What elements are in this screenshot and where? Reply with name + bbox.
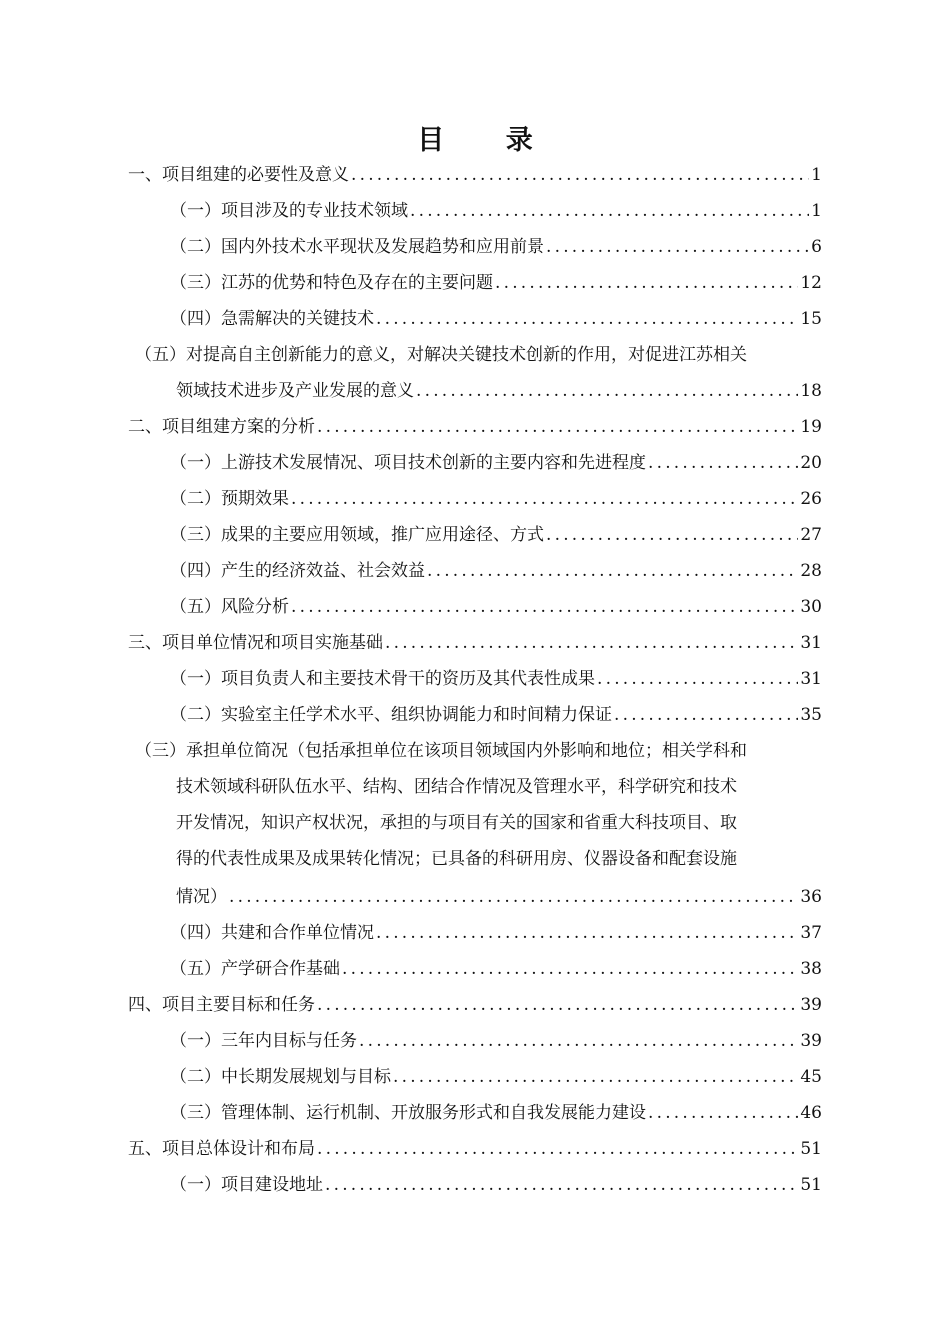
dot-leader: [648, 451, 798, 475]
page-number: 12: [800, 273, 822, 293]
dot-leader: [495, 271, 798, 295]
toc-entry-wrapped-line[interactable]: 得的代表性成果及成果转化情况；已具备的科研用房、仪器设备和配套设施: [176, 849, 737, 869]
toc-entry[interactable]: （四）共建和合作单位情况 ..... 37: [170, 921, 822, 945]
toc-entry[interactable]: （一）三年内目标与任务 ..... 39: [170, 1029, 822, 1053]
page-number: 45: [800, 1067, 822, 1087]
dot-leader: [376, 307, 798, 331]
toc-entry[interactable]: （四）产生的经济效益、社会效益 ..... 28: [170, 559, 822, 583]
page-number: 35: [800, 705, 822, 725]
dot-leader: [317, 415, 798, 439]
toc-entry[interactable]: （五）风险分析 ..... 30: [170, 595, 822, 619]
toc-entry[interactable]: （三）成果的主要应用领域，推广应用途径、方式 ..... 27: [170, 523, 822, 547]
toc-entry[interactable]: （四）急需解决的关键技术 ..... 15: [170, 307, 822, 331]
dot-leader: [410, 199, 809, 223]
toc-entry[interactable]: （五）产学研合作基础 ..... 38: [170, 957, 822, 981]
dot-leader: [325, 1173, 798, 1197]
toc-entry[interactable]: 四、项目主要目标和任务 ..... 39: [128, 993, 822, 1017]
toc-entry[interactable]: （一）项目建设地址 ..... 51: [170, 1173, 822, 1197]
toc-entry[interactable]: 三、项目单位情况和项目实施基础 ..... 31: [128, 631, 822, 655]
page-number: 28: [800, 561, 822, 581]
toc-entry[interactable]: （二）中长期发展规划与目标 ..... 45: [170, 1065, 822, 1089]
dot-leader: [229, 885, 798, 909]
page-number: 37: [800, 923, 822, 943]
toc-entry-wrapped-line[interactable]: （三）承担单位简况（包括承担单位在该项目领域国内外影响和地位；相关学科和: [135, 741, 747, 761]
page-number: 30: [800, 597, 822, 617]
dot-leader: [291, 595, 798, 619]
toc-entry[interactable]: 二、项目组建方案的分析 ..... 19: [128, 415, 822, 439]
dot-leader: [546, 523, 798, 547]
page-number: 46: [800, 1103, 822, 1123]
page-number: 1: [811, 201, 822, 221]
page-number: 31: [800, 669, 822, 689]
dot-leader: [317, 1137, 798, 1161]
dot-leader: [291, 487, 798, 511]
page-number: 39: [800, 995, 822, 1015]
toc-entry[interactable]: 五、项目总体设计和布局 ..... 51: [128, 1137, 822, 1161]
toc-entry[interactable]: 情况） ..... 36: [176, 885, 822, 909]
toc-entry[interactable]: 领域技术进步及产业发展的意义 ..... 18: [176, 379, 822, 403]
dot-leader: [597, 667, 798, 691]
toc-entry-wrapped-line[interactable]: 开发情况，知识产权状况，承担的与项目有关的国家和省重大科技项目、取: [176, 813, 737, 833]
toc-entry-wrapped-line[interactable]: 技术领域科研队伍水平、结构、团结合作情况及管理水平，科学研究和技术: [176, 777, 737, 797]
toc-entry-wrapped-line[interactable]: （五）对提高自主创新能力的意义，对解决关键技术创新的作用，对促进江苏相关: [135, 345, 747, 365]
page-number: 18: [800, 381, 822, 401]
page-title: 目 录: [417, 125, 559, 156]
dot-leader: [427, 559, 798, 583]
page-number: 27: [800, 525, 822, 545]
toc-entry[interactable]: （一）项目负责人和主要技术骨干的资历及其代表性成果 ..... 31: [170, 667, 822, 691]
page-number: 26: [800, 489, 822, 509]
page-number: 19: [800, 417, 822, 437]
toc-entry[interactable]: （三）江苏的优势和特色及存在的主要问题 ..... 12: [170, 271, 822, 295]
page-number: 15: [800, 309, 822, 329]
page-number: 38: [800, 959, 822, 979]
dot-leader: [317, 993, 798, 1017]
dot-leader: [546, 235, 809, 259]
dot-leader: [351, 163, 809, 187]
dot-leader: [342, 957, 798, 981]
dot-leader: [393, 1065, 798, 1089]
page-number: 36: [800, 887, 822, 907]
dot-leader: [614, 703, 798, 727]
toc-entry[interactable]: （一）项目涉及的专业技术领域 ..... 1: [170, 199, 822, 223]
dot-leader: [359, 1029, 798, 1053]
toc-entry[interactable]: （一）上游技术发展情况、项目技术创新的主要内容和先进程度 ..... 20: [170, 451, 822, 475]
page-number: 20: [800, 453, 822, 473]
toc-entry[interactable]: 一、项目组建的必要性及意义 ..... 1: [128, 163, 822, 187]
toc-entry[interactable]: （三）管理体制、运行机制、开放服务形式和自我发展能力建设 ..... 46: [170, 1101, 822, 1125]
page-number: 51: [800, 1139, 822, 1159]
dot-leader: [385, 631, 798, 655]
page-number: 39: [800, 1031, 822, 1051]
toc-entry[interactable]: （二）预期效果 ..... 26: [170, 487, 822, 511]
page-number: 31: [800, 633, 822, 653]
toc-entry[interactable]: （二）国内外技术水平现状及发展趋势和应用前景 ..... 6: [170, 235, 822, 259]
page-number: 1: [811, 165, 822, 185]
page-number: 51: [800, 1175, 822, 1195]
dot-leader: [376, 921, 798, 945]
dot-leader: [416, 379, 798, 403]
toc-entry[interactable]: （二）实验室主任学术水平、组织协调能力和时间精力保证 ..... 35: [170, 703, 822, 727]
page-number: 6: [811, 237, 822, 257]
dot-leader: [648, 1101, 798, 1125]
